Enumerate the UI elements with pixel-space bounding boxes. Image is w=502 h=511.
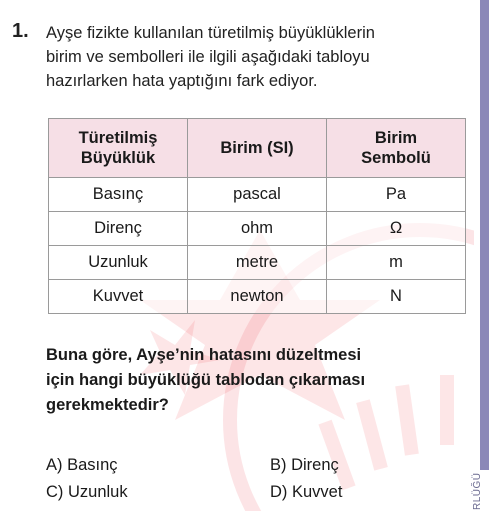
option-d[interactable]: D) Kuvvet: [270, 483, 343, 501]
table-cell: pascal: [188, 178, 327, 212]
question-text-line: birim ve sembolleri ile ilgili aşağıdaki tabloyu: [46, 48, 370, 66]
table-cell: ohm: [188, 212, 327, 246]
table-cell: Basınç: [49, 178, 188, 212]
table-cell: Pa: [327, 178, 466, 212]
question-number: 1.: [12, 20, 29, 42]
table-cell: Direnç: [49, 212, 188, 246]
question-text: [46, 21, 466, 93]
option-c[interactable]: C) Uzunluk: [46, 483, 128, 501]
table-row: [49, 178, 466, 212]
prompt-line: gerekmektedir?: [46, 396, 169, 414]
header-unit-symbol: Birim Sembolü: [327, 119, 466, 178]
side-color-bar: [480, 0, 489, 470]
question-prompt: [46, 343, 466, 418]
table-row: [49, 246, 466, 280]
option-b[interactable]: B) Direnç: [270, 456, 339, 474]
table-cell: m: [327, 246, 466, 280]
question-text-line: Ayşe fizikte kullanılan türetilmiş büyüklüklerin: [46, 24, 375, 42]
table-row: [49, 212, 466, 246]
table-header-row: [49, 119, 466, 178]
table-cell: metre: [188, 246, 327, 280]
question-text-line: hazırlarken hata yaptığını fark ediyor.: [46, 72, 318, 90]
table-cell: Uzunluk: [49, 246, 188, 280]
units-table: [48, 118, 466, 314]
table-cell: N: [327, 280, 466, 314]
option-a[interactable]: A) Basınç: [46, 456, 118, 474]
prompt-line: için hangi büyüklüğü tablodan çıkarması: [46, 371, 366, 389]
prompt-line: Buna göre, Ayşe’nin hatasını düzeltmesi: [46, 346, 362, 364]
table-row: [49, 280, 466, 314]
header-derived-quantity: Türetilmiş Büyüklük: [49, 119, 188, 178]
table-cell: Kuvvet: [49, 280, 188, 314]
table-cell: newton: [188, 280, 327, 314]
header-si-unit: Birim (SI): [188, 119, 327, 178]
table-cell: Ω: [327, 212, 466, 246]
side-label: RLÜĞÜ: [472, 472, 483, 510]
